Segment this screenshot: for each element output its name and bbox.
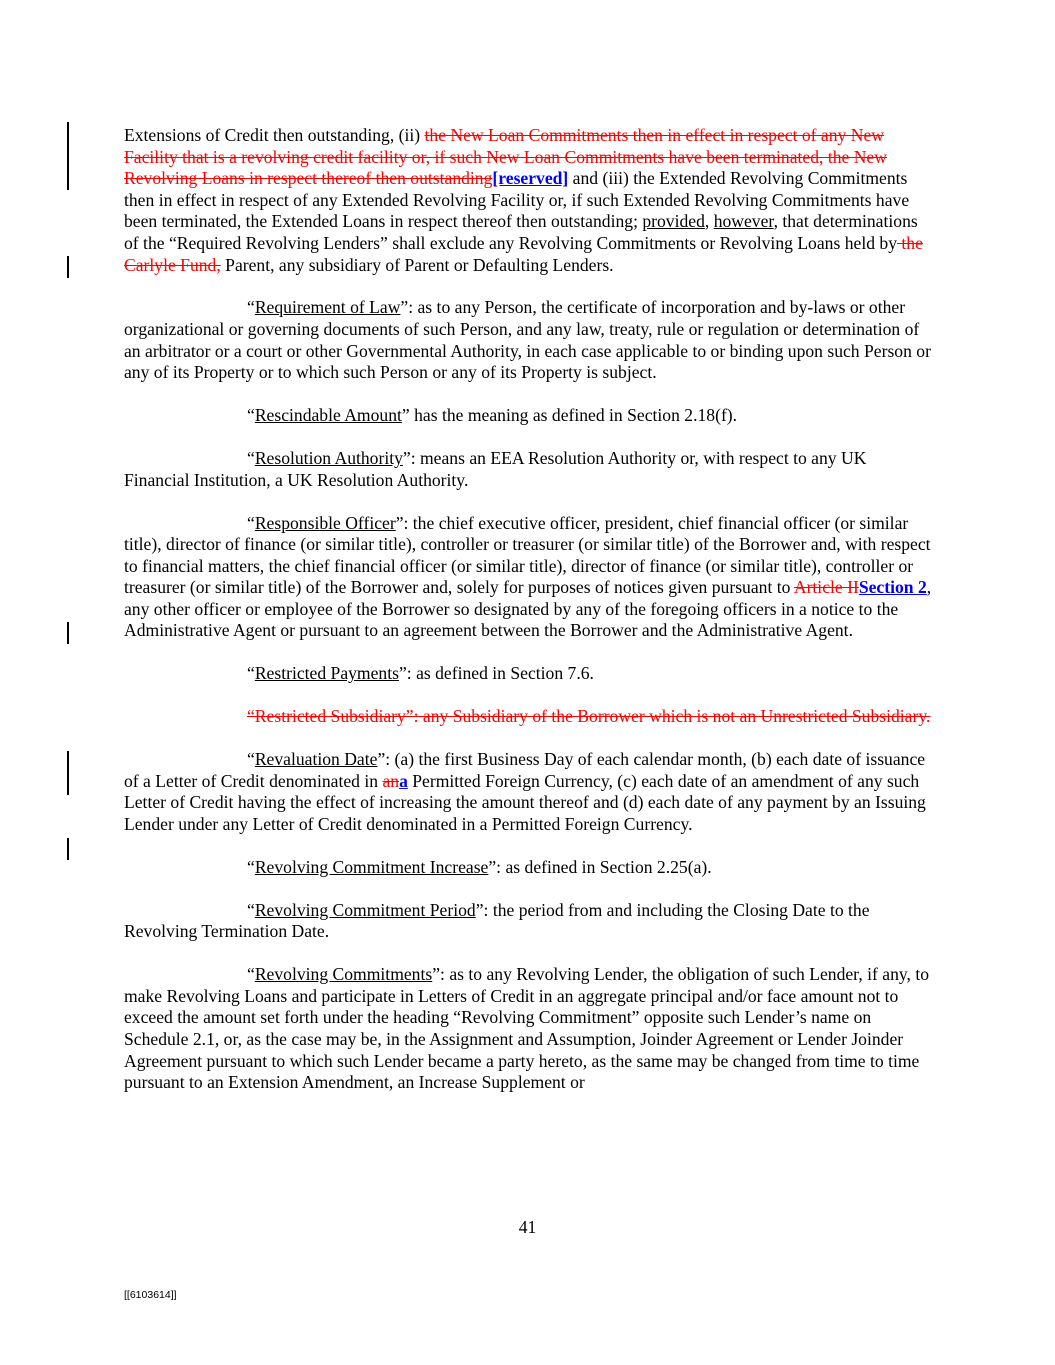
quote: “ (247, 899, 255, 920)
quote: “ (247, 663, 255, 684)
deleted-text: the Carlyle Fund, (124, 232, 923, 275)
document-body (124, 125, 936, 1115)
quote: “ (247, 749, 255, 770)
change-bar (67, 122, 69, 190)
page-number: 41 (518, 1217, 537, 1237)
quote: “ (247, 856, 255, 877)
definition-revolving-commitment-period (124, 900, 936, 943)
deleted-text: “Restricted Subsidiary”: any Subsidiary of the Borrower which is not an Unrestricted Subsidiary. (247, 706, 931, 727)
definition-required-revolving-lenders-continued (124, 125, 936, 276)
quote: “ (247, 448, 255, 469)
definition-resolution-authority (124, 448, 936, 491)
definition-text: ”: as defined in Section 2.25(a). (488, 856, 712, 877)
change-bar (67, 622, 69, 644)
defined-term: Restricted Payments (254, 663, 399, 684)
definition-text: ”: the period from and including the Closing Date to the Revolving Termination Date. (124, 899, 870, 942)
defined-term: Requirement of Law (254, 297, 401, 318)
change-bar (67, 256, 69, 278)
change-bar (67, 838, 69, 860)
defined-term: Responsible Officer (254, 512, 396, 533)
quote: “ (247, 512, 255, 533)
document-id: [[6103614]] (124, 1289, 177, 1301)
defined-term: Resolution Authority (254, 448, 403, 469)
text: , that determinations of the “Required Revolving Lenders” shall exclude any Revolving Commitments or Revolving Loans held by (124, 211, 918, 253)
deleted-text: an (382, 770, 400, 791)
change-bar (67, 751, 69, 795)
definition-text: , any other officer or employee of the Borrower so designated by any of the foregoing officers in a notice to the Administrative Agent or pursuant to an agreement between the Borrower and the Administrative Agent. (124, 577, 932, 641)
text: Parent, any subsidiary of Parent or Defaulting Lenders. (220, 254, 614, 275)
inserted-text: a (399, 770, 408, 791)
definition-rescindable-amount (124, 405, 936, 427)
definition-restricted-payments (124, 663, 936, 685)
definition-text: ”: (a) the first Business Day of each calendar month, (b) each date of issuance of a Letter of Credit denominated in (124, 749, 926, 791)
underlined-term: provided (642, 211, 705, 232)
defined-term: Revaluation Date (254, 749, 378, 770)
definition-text: ” has the meaning as defined in Section 2.18(f). (401, 405, 738, 426)
text: Extensions of Credit then outstanding, (ii) (124, 125, 425, 145)
definition-revaluation-date (124, 749, 936, 835)
definition-text: ”: means an EEA Resolution Authority or, with respect to any UK Financial Institution, a UK Resolution Authority. (124, 448, 867, 490)
definition-revolving-commitment-increase (124, 857, 936, 879)
definition-restricted-subsidiary-deleted (124, 706, 936, 728)
defined-term: Rescindable Amount (254, 405, 402, 426)
underlined-term: however (713, 211, 774, 232)
definition-text: ”: as to any Person, the certificate of incorporation and by-laws or other organizational or governing documents of such Person, and any law, treaty, rule or regulation or determination of an arbitrator or a court or other Governmental Authority, in each case applicable to or binding upon such Person or any of its Property or to which such Person or any of its Property is subject. (124, 297, 931, 383)
quote: “ (247, 964, 255, 985)
defined-term: Revolving Commitment Period (254, 899, 476, 920)
definition-text: ”: the chief executive officer, president, chief financial officer (or similar title), director of finance (or similar title), controller or treasurer (or similar title) of the Borrower and, with respect to financial matters, the chief financial officer (or similar title), director of finance (or similar title), controller or treasurer (or similar title) of the Borrower and, solely for purposes of notices given pursuant to (124, 512, 931, 598)
defined-term: Revolving Commitment Increase (254, 856, 489, 877)
definition-text: Permitted Foreign Currency, (c) each date of an amendment of any such Letter of Credit having the effect of increasing the amount thereof and (d) each date of any payment by an Issuing Lender under any Letter of Credit denominated in a Permitted Foreign Currency. (124, 770, 926, 834)
text: and (iii) the Extended Revolving Commitments then in effect in respect of any Extended Revolving Facility or, if such Extended Revolving Commitments have been terminated, the Extended Loans in respect thereof then outstanding; (124, 168, 910, 232)
definition-responsible-officer (124, 513, 936, 643)
definition-requirement-of-law (124, 297, 936, 383)
deleted-text: the New Loan Commitments then in effect in respect of any New Facility that is a revolving credit facility or, if such New Loan Commitments have been terminated, the New Revolving Loans in respect thereof then outstanding (124, 125, 887, 189)
deleted-text: Article II (793, 577, 859, 598)
text: , (704, 211, 714, 232)
quote: “ (247, 297, 255, 318)
defined-term: Revolving Commitments (254, 964, 433, 985)
quote: “ (247, 405, 255, 426)
definition-text: ”: as to any Revolving Lender, the obligation of such Lender, if any, to make Revolving Loans and participate in Letters of Credit in an aggregate principal and/or face amount not to exceed the amount set forth under the heading “Revolving Commitment” opposite such Lender’s name on Schedule 2.1, or, as the case may be, in the Assignment and Assumption, Joinder Agreement or Lender Joinder Agreement pursuant to which such Lender became a party hereto, as the same may be changed from time to time pursuant to an Extension Amendment, an Increase Supplement or (124, 964, 930, 1093)
definition-revolving-commitments (124, 964, 936, 1094)
inserted-text: Section 2 (858, 577, 927, 598)
inserted-text: [reserved] (492, 168, 569, 189)
definition-text: ”: as defined in Section 7.6. (398, 663, 594, 684)
